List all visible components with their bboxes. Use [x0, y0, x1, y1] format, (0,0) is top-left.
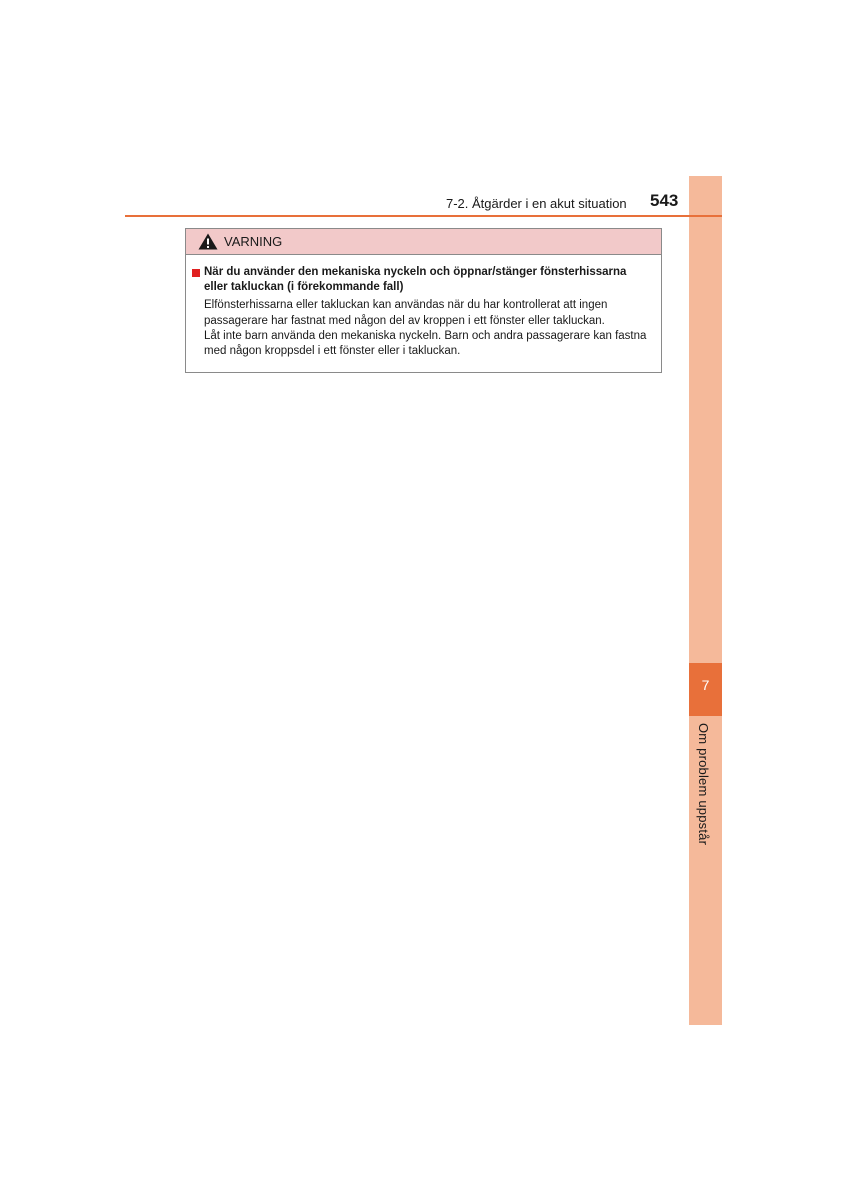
- warning-header: [186, 229, 661, 255]
- warning-box: [185, 228, 662, 373]
- warning-paragraph: Låt inte barn använda den mekaniska nyckeln. Barn och andra passagerare kan fastna med någon kroppsdel i ett fönster eller i takluckan.: [204, 329, 647, 358]
- chapter-number: 7: [701, 677, 710, 693]
- side-chapter-tab: [689, 176, 722, 1025]
- warning-heading-text: När du använder den mekaniska nyckeln och öppnar/stänger fönsterhissarna eller takluckan (i förekommande fall): [204, 266, 627, 294]
- header-divider: [125, 215, 722, 217]
- chapter-title: Om problem uppstår: [696, 723, 711, 846]
- red-square-bullet-icon: [192, 269, 200, 277]
- warning-item-heading: [192, 265, 653, 295]
- warning-item-text: [204, 298, 653, 359]
- chapter-number-box[interactable]: [689, 663, 722, 716]
- warning-triangle-icon: [198, 233, 218, 250]
- section-title: 7-2. Åtgärder i en akut situation: [446, 196, 627, 211]
- page-number: 543: [650, 191, 679, 210]
- warning-paragraph: Elfönsterhissarna eller takluckan kan användas när du har kontrollerat att ingen passagerare har fastnat med någon del av kroppen i ett fönster eller takluckan.: [204, 299, 608, 327]
- warning-label: VARNING: [224, 234, 283, 249]
- warning-body: [186, 255, 661, 359]
